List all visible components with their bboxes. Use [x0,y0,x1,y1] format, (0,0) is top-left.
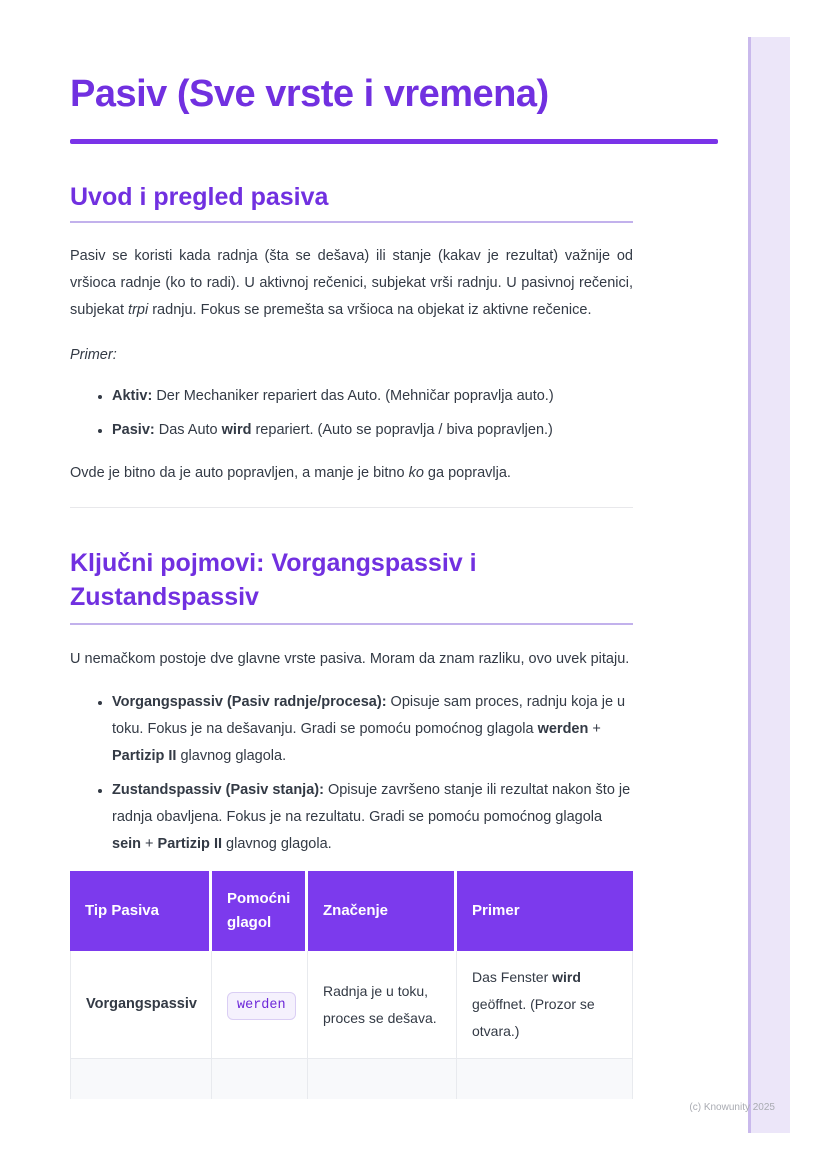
list-item-vorgangspassiv: • Vorgangspassiv (Pasiv radnje/procesa): Opisuje sam proces, radnju koja je u toku. Fokus je na dešavanju. Gradi se pomoću pomoćnog glagola werden + Partizip II glavnog glagola. [112,689,633,770]
section-heading-uvod: Uvod i pregled pasiva [70,183,329,211]
cell-pomocni-glagol: werden [212,951,308,1059]
cell-tip-pasiva: Vorgangspassiv [70,951,212,1059]
table-row-partial [70,1059,633,1099]
title-underline-rule [70,139,718,144]
primer-label: Primer: [70,347,117,363]
section2-paragraph: U nemačkom postoje dve glavne vrste pasiva. Moram da znam razliku, ovo uvek pitaju. [70,651,630,667]
column-header-znacenje: Značenje [308,871,457,951]
table-header [70,871,633,951]
column-header-tip-pasiva: Tip Pasiva [70,871,212,951]
document-content [70,0,718,1099]
list-item-zustandspassiv: • Zustandspassiv (Pasiv stanja): Opisuje završeno stanje ili rezultat nakon što je radnja obavljena. Fokus je na rezultatu. Gradi se pomoću pomoćnog glagola sein + Partizip II glavnog glagola. [112,777,633,858]
cell-empty [457,1059,633,1099]
table-row-vorgangspassiv [70,951,633,1059]
intro-paragraph: Pasiv se koristi kada radnja (šta se dešava) ili stanje (kakav je rezultat) važnije od vršioca radnje (ko to radi). U aktivnoj rečenici, subjekat vrši radnju. U pasivnoj rečenici, subjekat trpi radnju. Fokus se premešta sa vršioca na objekat iz aktivne rečenice. [70,248,633,318]
section-underline-rule [70,623,633,625]
decorative-side-strip [748,37,790,1133]
copyright-note: (c) Knowunity 2025 [689,1102,775,1113]
list-item-pasiv: • Pasiv: Das Auto wird repariert. (Auto se popravlja / biva popravljen.) [112,417,633,444]
list-item-aktiv: • Aktiv: Der Mechaniker repariert das Auto. (Mehničar popravlja auto.) [112,383,633,410]
cell-empty [212,1059,308,1099]
column-header-primer: Primer [457,871,633,951]
note-paragraph: Ovde je bitno da je auto popravljen, a manje je bitno ko ga popravlja. [70,465,511,481]
column-header-pomocni-glagol: Pomoćni glagol [212,871,308,951]
cell-empty [308,1059,457,1099]
cell-empty [70,1059,212,1099]
section-divider [70,507,633,508]
pasiv-types-table [70,871,633,1099]
section-heading-kljucni-pojmovi: Ključni pojmovi: Vorgangspassiv i Zustandspassiv [70,549,477,611]
section-underline-rule [70,221,633,223]
page-title: Pasiv (Sve vrste i vremena) [70,73,549,115]
cell-primer: Das Fenster wird geöffnet. (Prozor se otvara.) [457,951,633,1059]
cell-znacenje: Radnja je u toku, proces se dešava. [308,951,457,1059]
example-list [70,383,633,444]
definitions-list [70,689,633,858]
